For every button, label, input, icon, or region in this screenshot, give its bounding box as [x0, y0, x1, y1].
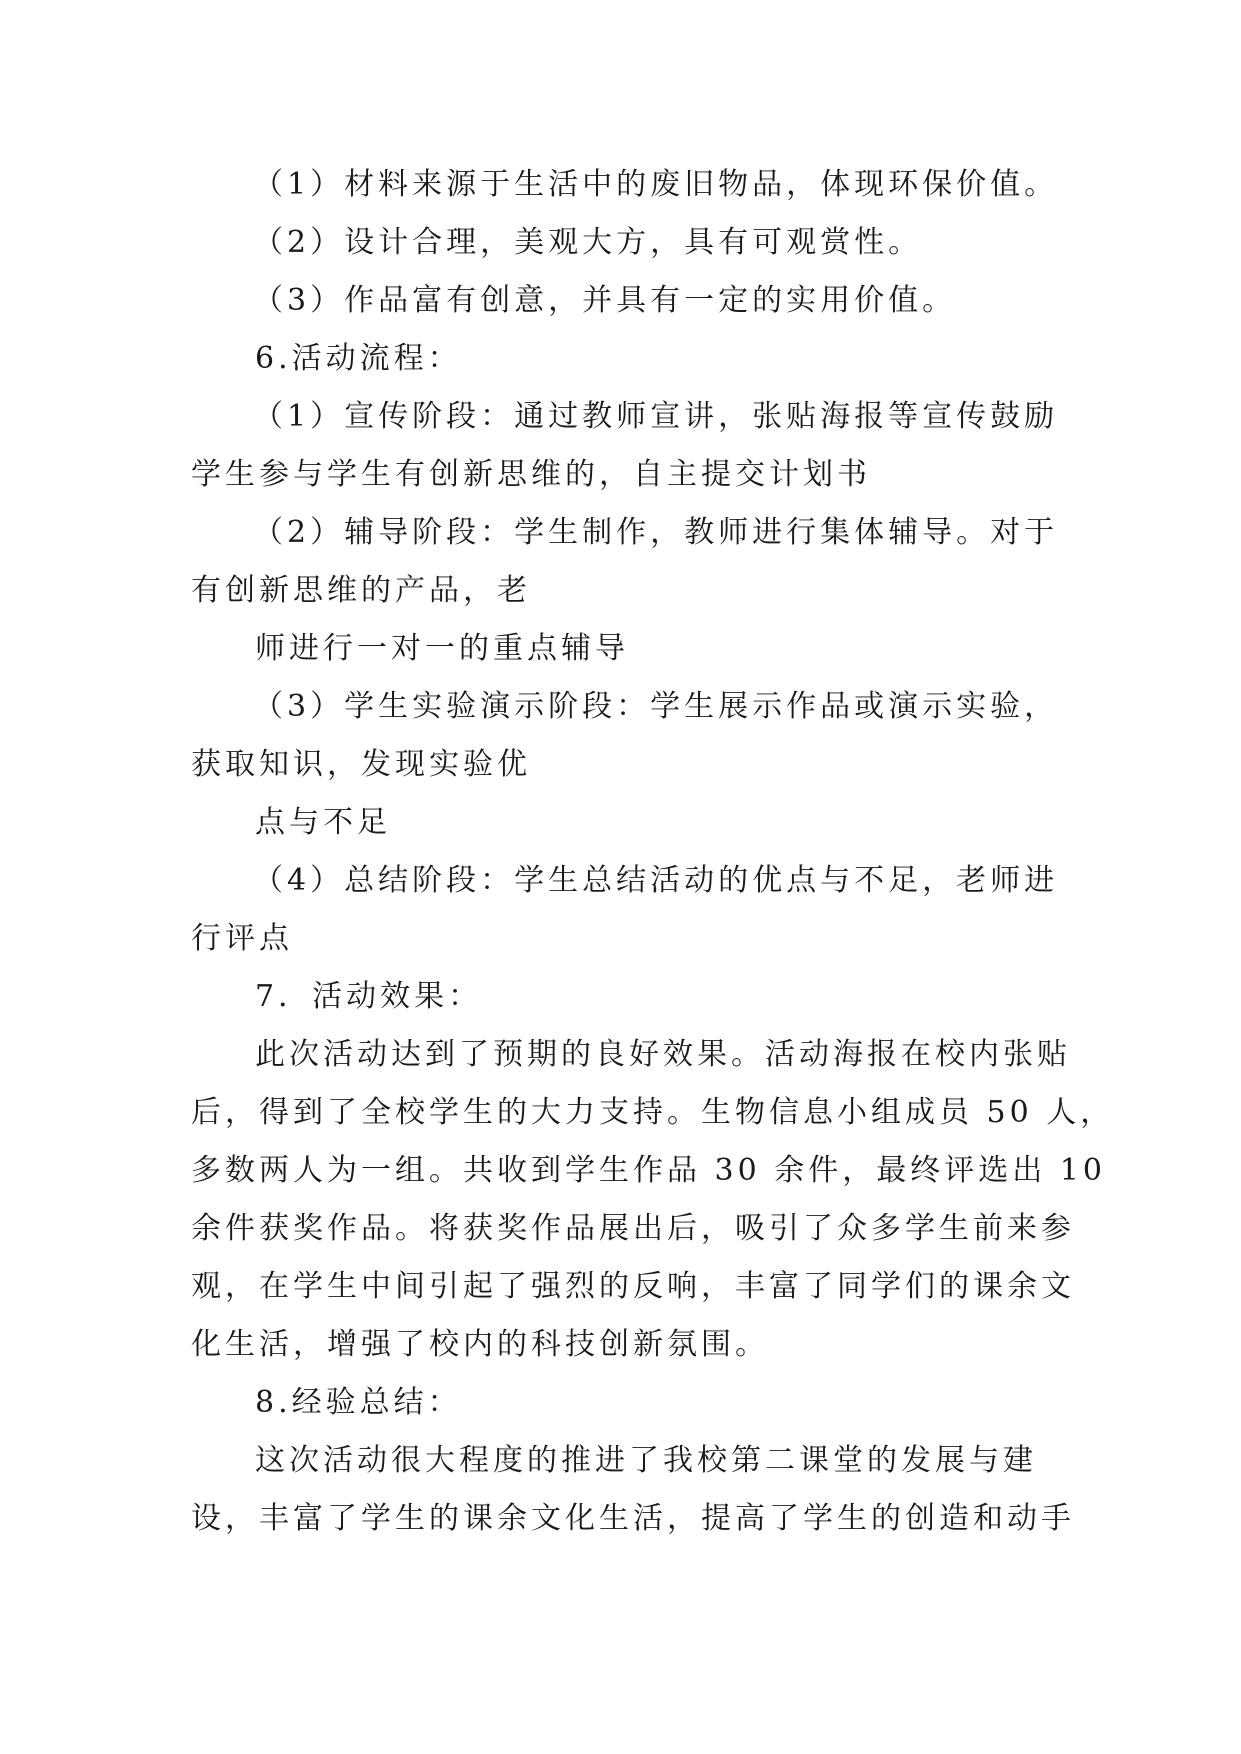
- stage-2-line-c: 师进行一对一的重点辅导: [255, 631, 629, 666]
- criterion-1-line: （1）材料来源于生活中的废旧物品，体现环保价值。: [253, 167, 1059, 202]
- effect-paragraph-line-3: 多数两人为一组。共收到学生作品 30 余件，最终评选出 10: [191, 1153, 1106, 1188]
- summary-paragraph-line-2: 设，丰富了学生的课余文化生活，提高了学生的创造和动手: [191, 1501, 1075, 1536]
- effect-paragraph-line-1: 此次活动达到了预期的良好效果。活动海报在校内张贴: [255, 1037, 1071, 1072]
- criterion-2-line: （2）设计合理，美观大方，具有可观赏性。: [253, 225, 923, 260]
- effect-paragraph-line-5: 观，在学生中间引起了强烈的反响，丰富了同学们的课余文: [191, 1269, 1075, 1304]
- stage-2-line-a: （2）辅导阶段：学生制作，教师进行集体辅导。对于: [253, 515, 1059, 550]
- stage-1-line-a: （1）宣传阶段：通过教师宣讲，张贴海报等宣传鼓励: [253, 399, 1059, 434]
- section-7-heading: 7．活动效果：: [255, 979, 483, 1014]
- stage-3-line-a: （3）学生实验演示阶段：学生展示作品或演示实验，: [253, 689, 1059, 724]
- effect-paragraph-line-4: 余件获奖作品。将获奖作品展出后，吸引了众多学生前来参: [191, 1211, 1075, 1246]
- document-body: [191, 156, 1115, 1548]
- criterion-3-line: （3）作品富有创意，并具有一定的实用价值。: [253, 283, 957, 318]
- stage-3-line-b: 获取知识，发现实验优: [191, 747, 531, 782]
- stage-4-line-b: 行评点: [191, 921, 293, 956]
- stage-4-line-a: （4）总结阶段：学生总结活动的优点与不足，老师进: [253, 863, 1059, 898]
- stage-2-line-b: 有创新思维的产品，老: [191, 573, 531, 608]
- section-6-heading: 6.活动流程：: [255, 341, 462, 376]
- effect-paragraph-line-2: 后，得到了全校学生的大力支持。生物信息小组成员 50 人，: [191, 1095, 1115, 1130]
- effect-paragraph-line-6: 化生活，增强了校内的科技创新氛围。: [191, 1327, 769, 1362]
- section-8-heading: 8.经验总结：: [255, 1385, 462, 1420]
- stage-1-line-b: 学生参与学生有创新思维的，自主提交计划书: [191, 457, 871, 492]
- summary-paragraph-line-1: 这次活动很大程度的推进了我校第二课堂的发展与建: [255, 1443, 1037, 1478]
- stage-3-line-c: 点与不足: [255, 805, 391, 840]
